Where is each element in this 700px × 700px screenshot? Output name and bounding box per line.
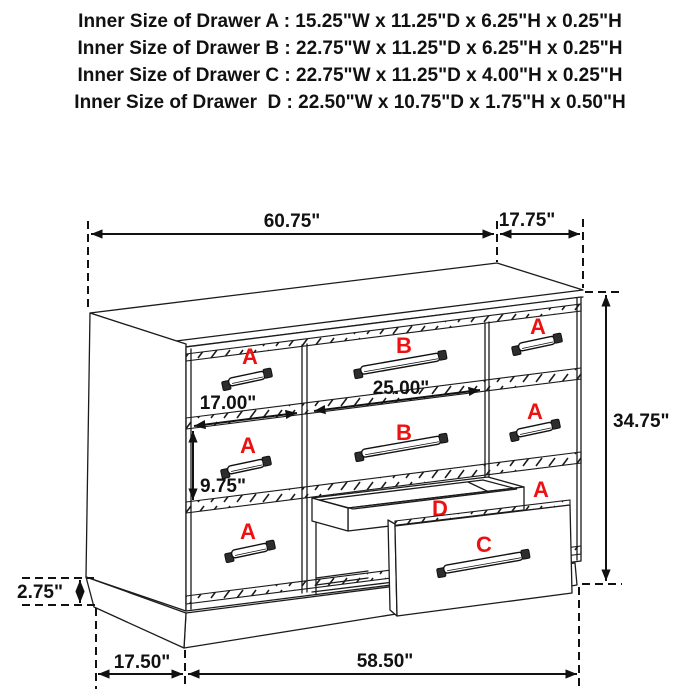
dresser-left-side (86, 313, 186, 611)
dim-side-depth: 17.50" (113, 652, 171, 673)
dim-b-width: 25.00" (372, 378, 430, 399)
drawer-c-label: C (476, 532, 492, 557)
drawer-a-right2-label: A (527, 399, 543, 424)
inner-size-drawer-b: Inner Size of Drawer B : 22.75"W x 11.25"D x 6.25"H x 0.25"H (77, 38, 623, 59)
dim-height: 34.75" (613, 411, 670, 432)
dim-a-width: 17.00" (199, 393, 257, 414)
drawer-b-top-label: B (396, 333, 412, 358)
drawer-a-left2-label: A (240, 433, 256, 458)
drawer-a-left3-label: A (240, 519, 256, 544)
dim-plinth-height: 2.75" (17, 582, 63, 603)
drawer-d-label: D (432, 496, 448, 521)
drawer-a-left1-label: A (242, 344, 258, 369)
inner-size-drawer-a: Inner Size of Drawer A : 15.25"W x 11.25"D x 6.25"H x 0.25"H (78, 11, 622, 32)
dim-top-width: 60.75" (263, 211, 321, 232)
drawer-a-right1-label: A (530, 314, 546, 339)
inner-size-drawer-c: Inner Size of Drawer C : 22.75"W x 11.25"D x 4.00"H x 0.25"H (77, 65, 623, 86)
dim-a-height: 9.75" (200, 476, 246, 497)
drawer-b-bottom-label: B (396, 420, 412, 445)
dim-front-width: 58.50" (356, 651, 414, 672)
inner-size-drawer-d: Inner Size of Drawer D : 22.50"W x 10.75"D x 1.75"H x 0.50"H (74, 92, 626, 113)
drawer-a-right3-label: A (533, 477, 549, 502)
dim-top-depth: 17.75" (498, 210, 556, 231)
